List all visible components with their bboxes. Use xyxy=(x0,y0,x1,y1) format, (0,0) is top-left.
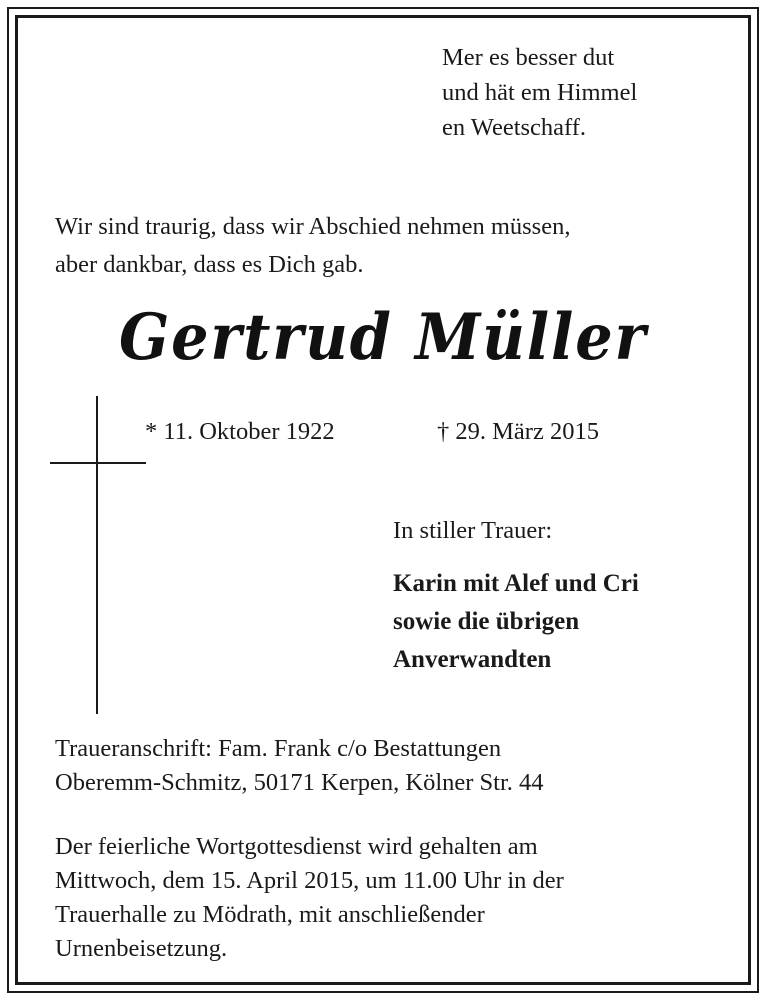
address-line: Traueranschrift: Fam. Frank c/o Bestattungen xyxy=(55,735,502,762)
service-notice xyxy=(55,830,564,966)
mourner-line: sowie die übrigen xyxy=(393,608,580,635)
deceased-name: Gertrud Müller xyxy=(118,300,648,375)
cross-horizontal-bar xyxy=(50,462,146,464)
poem-line: und hät em Himmel xyxy=(442,79,638,106)
intro-line: aber dankbar, dass es Dich gab. xyxy=(55,251,364,278)
death-date: † 29. März 2015 xyxy=(437,418,599,445)
mourner-line: Karin mit Alef und Cri xyxy=(393,570,639,597)
mourning-address xyxy=(55,732,544,800)
service-line: Trauerhalle zu Mödrath, mit anschließender xyxy=(55,901,485,928)
cross-vertical-bar xyxy=(96,396,98,714)
poem-line: en Weetschaff. xyxy=(442,114,587,141)
poem xyxy=(442,40,637,145)
intro-line: Wir sind traurig, dass wir Abschied nehmen müssen, xyxy=(55,213,571,240)
intro-text xyxy=(55,208,570,284)
poem-line: Mer es besser dut xyxy=(442,44,615,71)
mourner-line: Anverwandten xyxy=(393,646,552,673)
mourning-label: In stiller Trauer: xyxy=(393,517,553,544)
mourners-list xyxy=(393,565,639,679)
birth-date: * 11. Oktober 1922 xyxy=(145,418,335,445)
address-line: Oberemm-Schmitz, 50171 Kerpen, Kölner Str. 44 xyxy=(55,769,544,796)
service-line: Urnenbeisetzung. xyxy=(55,935,228,962)
service-line: Der feierliche Wortgottesdienst wird gehalten am xyxy=(55,833,538,860)
service-line: Mittwoch, dem 15. April 2015, um 11.00 Uhr in der xyxy=(55,867,564,894)
